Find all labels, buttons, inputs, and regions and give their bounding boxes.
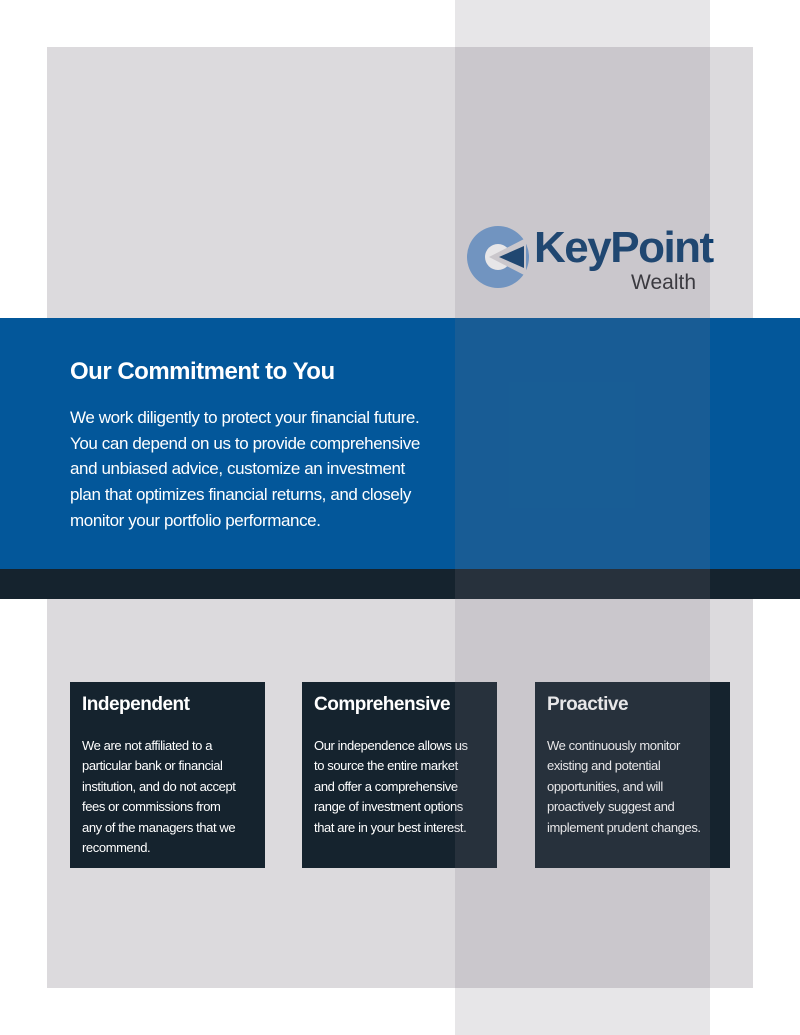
card-body-line: recommend. <box>82 840 151 856</box>
card-body-line: that are in your best interest. <box>314 819 467 835</box>
commitment-body <box>70 405 420 534</box>
card-body-line: range of investment options <box>314 799 463 815</box>
card-body-line: and offer a comprehensive <box>314 778 458 794</box>
card-title: Comprehensive <box>314 694 451 715</box>
keypoint-logo-mark-icon <box>466 225 530 289</box>
card-body-line: existing and potential <box>547 758 661 774</box>
commitment-title: Our Commitment to You <box>70 358 335 385</box>
dark-divider-band <box>0 569 800 599</box>
card-comprehensive <box>302 682 497 868</box>
card-body-line: any of the managers that we <box>82 819 236 835</box>
commitment-body-line: and unbiased advice, customize an investment <box>70 459 405 479</box>
card-title: Independent <box>82 694 190 715</box>
card-body-line: implement prudent changes. <box>547 819 701 835</box>
commitment-body-line: We work diligently to protect your financial future. <box>70 408 420 427</box>
card-body-line: Our independence allows us <box>314 738 468 753</box>
card-body <box>547 736 701 838</box>
card-body-line: institution, and do not accept <box>82 778 236 794</box>
commitment-body-line: plan that optimizes financial returns, and closely <box>70 485 411 505</box>
card-title: Proactive <box>547 694 629 715</box>
commitment-body-line: You can depend on us to provide comprehensive <box>70 433 420 453</box>
card-proactive <box>535 682 730 868</box>
brand-name: KeyPoint <box>534 223 713 272</box>
card-independent <box>70 682 265 868</box>
keypoint-wealth-logo <box>466 223 713 298</box>
card-body-line: We are not affiliated to a <box>82 738 213 753</box>
card-body-line: We continuously monitor <box>547 738 680 753</box>
card-body <box>314 736 468 838</box>
commitment-body-line: monitor your portfolio performance. <box>70 510 321 530</box>
card-body-line: opportunities, and will <box>547 778 663 794</box>
card-body <box>82 736 236 858</box>
card-body-line: particular bank or financial <box>82 758 223 774</box>
brand-subtitle: Wealth <box>631 271 696 294</box>
card-body-line: proactively suggest and <box>547 799 675 815</box>
card-body-line: to source the entire market <box>314 758 458 774</box>
card-body-line: fees or commissions from <box>82 799 221 815</box>
